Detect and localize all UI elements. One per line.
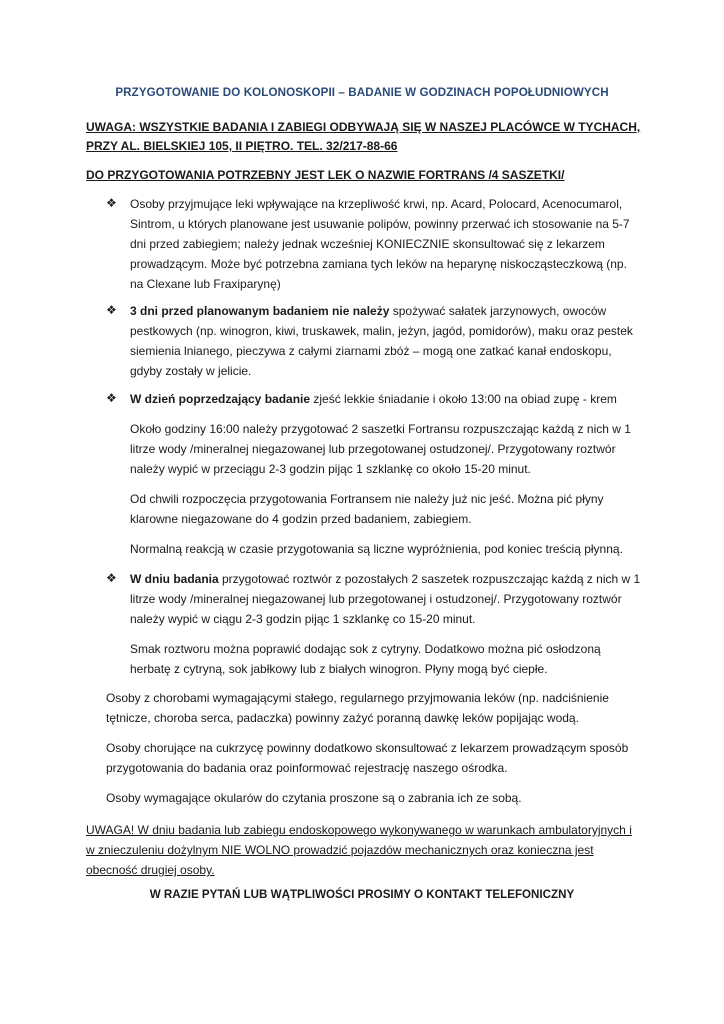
day-before-text: zjeść lekkie śniadanie i około 13:00 na obiad zupę - krem — [310, 392, 617, 406]
bullet-diamond-icon: ❖ — [106, 303, 117, 317]
document-title: PRZYGOTOWANIE DO KOLONOSKOPII – BADANIE W GODZINACH POPOŁUDNIOWYCH — [115, 86, 609, 99]
diet-restriction-text: spożywać sałatek jarzynowych, owoców pestkowych (np. winogron, kiwi, truskawek, malin, jeżyn, jagód, pomidorów), maku oraz pestek siemienia lnianego, pieczywa z całymi ziarnami zbóż – mogą one zatkać kanał endoskopu, gdyby zostały w jelicie. — [130, 304, 633, 378]
driving-warning: UWAGA! W dniu badania lub zabiegu endoskopowego wykonywanego w warunkach ambulatoryjnych i w znieczuleniu dożylnym NIE WOLNO prowadzić pojazdów mechanicznych oraz konieczna jest obecność drugiej osoby. — [86, 823, 632, 877]
diet-restriction-lead: 3 dni przed planowanym badaniem — [130, 304, 329, 318]
exam-day-lead: W dniu badania — [130, 572, 219, 586]
day-before-fortrans-paragraph: Około godziny 16:00 należy przygotować 2 saszetki Fortransu rozpuszczając każdą z nich w 1 litrze wody /mineralnej niegazowanej lub przegotowanej ostudzonej/. Przygotowany roztwór należy wypić w przeciągu 2-3 godzin pijąc 1 szklankę co około 15-20 minut. — [130, 422, 631, 476]
day-before-reaction-paragraph: Normalną reakcją w czasie przygotowania są liczne wypróżnienia, pod koniec treścią płynną. — [130, 542, 623, 556]
bullet-diamond-icon: ❖ — [106, 196, 117, 210]
diet-restriction-paragraph — [130, 301, 642, 381]
location-notice: UWAGA: WSZYSTKIE BADANIA I ZABIEGI ODBYWAJĄ SIĘ W NASZEJ PLACÓWCE W TYCHACH, PRZY AL. BIELSKIEJ 105, II PIĘTRO. TEL. 32/217-88-66 — [86, 120, 641, 153]
exam-day-taste-paragraph: Smak roztworu można poprawić dodając sok z cytryny. Dodatkowo można pić osłodzoną herbatę z cytryną, sok jabłkowy lub z białych winogron. Płyny mogą być ciepłe. — [130, 642, 601, 676]
diabetes-note: Osoby chorujące na cukrzycę powinny dodatkowo skonsultować z lekarzem prowadzącym sposób przygotowania do badania oraz poinformować rejestrację naszego ośrodka. — [106, 741, 629, 775]
diet-restriction-emphasis: nie należy — [332, 304, 390, 318]
anticoagulant-paragraph: Osoby przyjmujące leki wpływające na krzepliwość krwi, np. Acard, Polocard, Acenocumarol, Sintrom, u których planowane jest usuwanie polipów, powinny przerwać ich stosowanie na 5-7 dni przed zabiegiem; należy jednak wcześniej KONIECZNIE skonsultować się z lekarzem prowadzącym. Może być potrzebna zamiana tych leków na heparynę niskocząsteczkową (np. na Clexane lub Fraxiparynę) — [130, 197, 630, 291]
chronic-medication-note: Osoby z chorobami wymagającymi stałego, regularnego przyjmowania leków (np. nadciśnienie tętnicze, choroba serca, padaczka) powinny zażyć poranną dawkę leków popijając wodą. — [106, 691, 609, 725]
glasses-note: Osoby wymagające okularów do czytania proszone są o zabrania ich ze sobą. — [106, 791, 522, 805]
fortrans-note: DO PRZYGOTOWANIA POTRZEBNY JEST LEK O NAZWIE FORTRANS /4 SASZETKI/ — [86, 168, 565, 182]
day-before-lead: W dzień poprzedzający badanie — [130, 392, 311, 406]
day-before-fasting-paragraph: Od chwili rozpoczęcia przygotowania Fortransem nie należy już nic jeść. Można pić płyny klarowne niegazowane do 4 godzin przed badaniem, zabiegiem. — [130, 492, 604, 526]
bullet-diamond-icon: ❖ — [106, 571, 117, 585]
day-before-paragraph — [130, 389, 642, 409]
exam-day-text: przygotować roztwór z pozostałych 2 saszetek rozpuszczając każdą z nich w 1 litrze wody /mineralnej niegazowanej lub przegotowanej i ostudzonej/. Przygotowany roztwór należy wypić w ciągu 2-3 godzin pijąc 1 szklankę co 15-20 minut. — [130, 572, 641, 626]
contact-footer: W RAZIE PYTAŃ LUB WĄTPLIWOŚCI PROSIMY O KONTAKT TELEFONICZNY — [149, 888, 575, 901]
bullet-diamond-icon: ❖ — [106, 391, 117, 405]
exam-day-paragraph — [130, 569, 642, 629]
